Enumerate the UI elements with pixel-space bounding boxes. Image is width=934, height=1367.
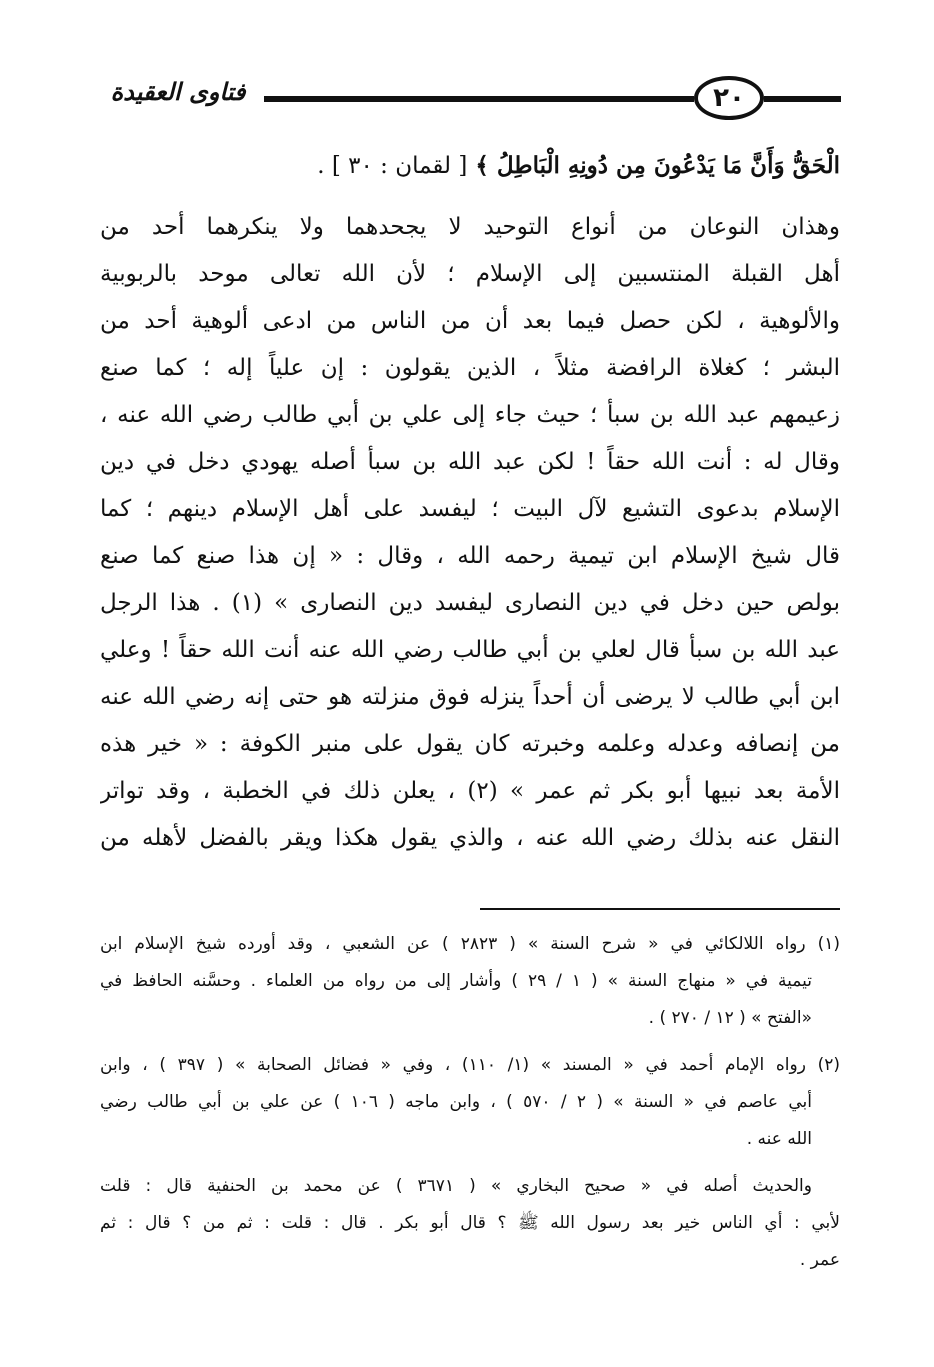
text-line: الأمة بعد نبيها أبو بكر ثم عمر » (٢) ، يعلن ذلك في الخطبة ، وقد تواتر — [100, 778, 840, 804]
text-line: أهل القبلة المنتسبين إلى الإسلام ؛ لأن الله تعالى موحد بالربوبية — [100, 261, 840, 287]
text-line: وهذان النوعان من أنواع التوحيد لا يجحدهما ولا ينكرهما أحد من — [100, 214, 840, 240]
text-line: عبد الله بن سبأ قال لعلي بن أبي طالب رضي الله عنه أنت الله حقاً ! وعلي — [100, 637, 840, 663]
footnote-3-line: عمر . — [799, 1250, 840, 1270]
page-number: ٢٠ — [694, 76, 764, 120]
text-line: والألوهية ، لكن حصل فيما بعد أن من الناس من ادعى ألوهية أحد من — [100, 308, 840, 334]
footnote-2-line: الله عنه . — [746, 1129, 812, 1149]
running-title: فتاوى العقيدة — [110, 78, 246, 106]
footnote-2-line: (٢) رواه الإمام أحمد في « المسند » (١/ ١١٠) ، وفي « فضائل الصحابة » ( ٣٩٧ ) ، وابن — [100, 1055, 840, 1075]
text-line: من إنصافه وعدله وعلمه وخبرته كان يقول على منبر الكوفة : « خير هذه — [100, 731, 840, 757]
text-line: بولص حين دخل في دين النصارى ليفسد دين النصارى » (١) . هذا الرجل — [100, 590, 840, 616]
text-line: وقال له : أنت الله حقاً ! لكن عبد الله بن سبأ أصله يهودي دخل في دين — [100, 449, 840, 475]
footnote-1-line: «الفتح » ( ١٢ / ٢٧٠ ) . — [648, 1008, 812, 1028]
footnote-3-line: والحديث أصله في « صحيح البخاري » ( ٣٦٧١ ) عن محمد بن الحنفية قال : قلت — [100, 1176, 812, 1196]
header-rule-right — [764, 96, 841, 102]
header-rule-left — [264, 96, 694, 102]
footnote-1-line: (١) رواه اللالكائي في « شرح السنة » ( ٢٨٢٣ ) عن الشعبي ، وقد أورده شيخ الإسلام ابن — [100, 934, 840, 954]
text-line: النقل عنه بذلك رضي الله عنه ، والذي يقول هكذا ويقر بالفضل لأهله من — [100, 825, 840, 851]
quran-verse: الْحَقُّ وَأَنَّ مَا يَدْعُونَ مِن دُونِهِ الْبَاطِلُ ﴾ — [475, 152, 840, 179]
page-header — [96, 72, 841, 126]
footnotes — [100, 926, 840, 1279]
footnote-1-line: تيمية في « منهاج السنة » ( ١ / ٢٩ ) وأشار إلى من رواه من العلماء . وحسَّنه الحافظ في — [100, 971, 812, 991]
quran-reference: [ لقمان : ٣٠ ] . — [317, 153, 468, 179]
quran-verse-line — [100, 140, 840, 192]
text-line: زعيمهم عبد الله بن سبأ ؛ حيث جاء إلى علي بن أبي طالب رضي الله عنه ، — [100, 402, 840, 428]
text-line: قال شيخ الإسلام ابن تيمية رحمه الله ، وقال : « إن هذا صنع كما صنع — [100, 543, 840, 569]
main-text — [100, 140, 840, 862]
footnote-3-line: لأبي : أي الناس خير بعد رسول الله ﷺ ؟ قال أبو بكر . قال : قلت : ثم من ؟ قال : ثم — [100, 1213, 840, 1233]
footnote-2-line: أبي عاصم في « السنة » ( ٢ / ٥٧٠ ) ، وابن ماجه ( ١٠٦ ) عن علي بن أبي طالب رضي — [100, 1092, 812, 1112]
footnote-separator — [480, 908, 840, 910]
text-line: الإسلام بدعوى التشيع لآل البيت ؛ ليفسد على أهل الإسلام دينهم ؛ كما — [100, 496, 840, 522]
text-line: البشر ؛ كغلاة الرافضة مثلاً ، الذين يقولون : إن علياً إله ؛ كما صنع — [100, 355, 840, 381]
text-line: ابن أبي طالب لا يرضى أن أحداً ينزله فوق منزلته هو حتى إنه رضي الله عنه — [100, 684, 840, 710]
